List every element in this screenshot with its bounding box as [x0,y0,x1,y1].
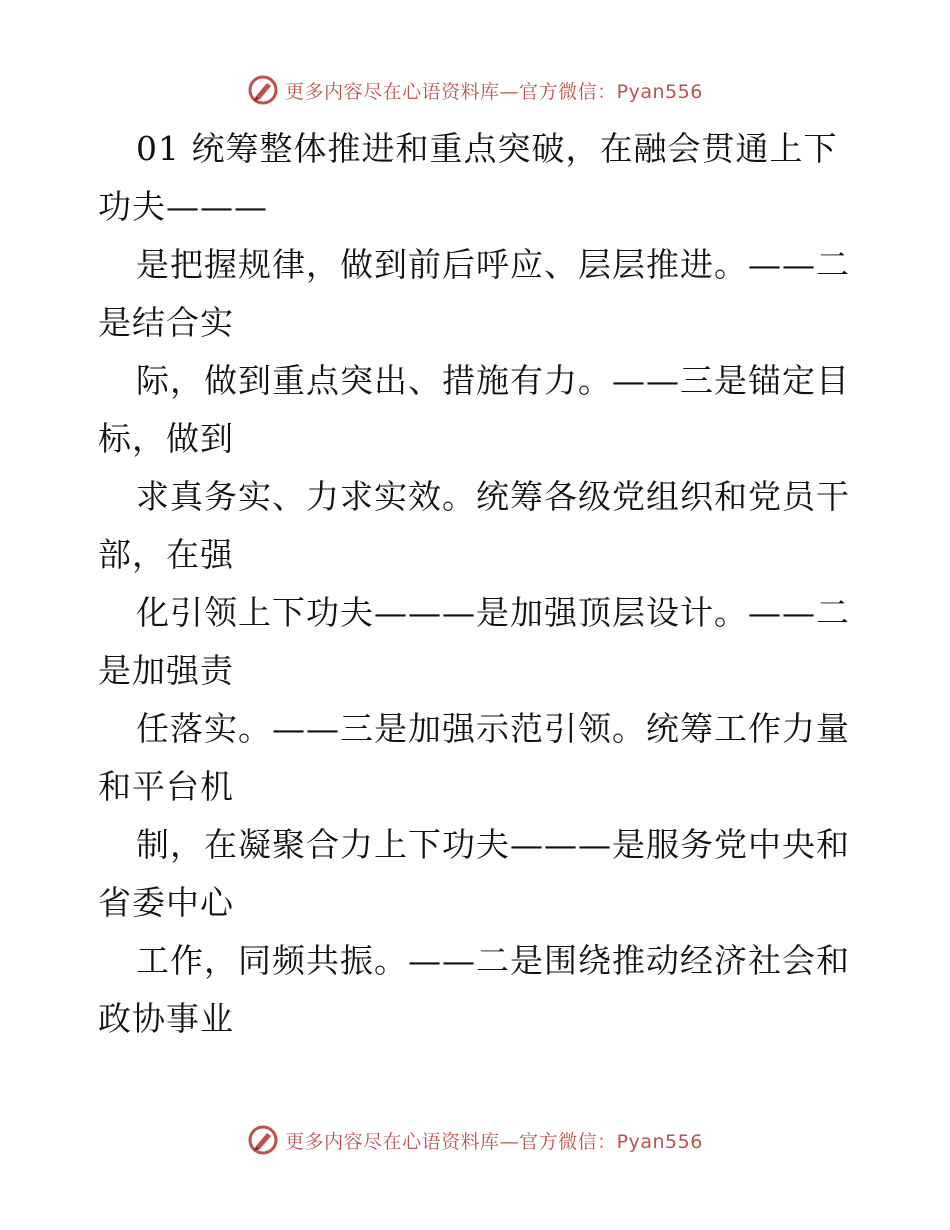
pen-logo-icon [247,74,279,106]
paragraph [98,352,858,468]
paragraph-line-first: 01 统筹整体推进和重点突破，在融会贯通上下 [136,129,838,168]
footer-banner-text: 更多内容尽在心语资料库—官方微信：Pyan556 [285,1130,703,1153]
paragraph-line-rest: 是结合实 [98,303,234,342]
paragraph [98,236,858,352]
paragraph [98,584,858,700]
paragraph [98,468,858,584]
paragraph-line-rest: 省委中心 [98,883,234,922]
pen-logo-icon [247,1124,279,1156]
paragraph-line-rest: 部，在强 [98,535,234,574]
paragraph-line-rest: 标，做到 [98,419,234,458]
header-banner-text: 更多内容尽在心语资料库—官方微信：Pyan556 [285,80,703,103]
paragraph-line-first: 任落实。——三是加强示范引领。统筹工作力量 [136,709,850,748]
paragraph [98,120,858,236]
paragraph-line-first: 化引领上下功夫———是加强顶层设计。——二 [136,593,850,632]
paragraph [98,700,858,816]
paragraph-line-rest: 和平台机 [98,767,234,806]
paragraph-line-first: 际，做到重点突出、措施有力。——三是锚定目 [136,361,850,400]
footer-banner [0,1120,950,1160]
paragraph-line-rest: 功夫——— [98,187,268,226]
document-body [98,120,858,1048]
paragraph-line-first: 求真务实、力求实效。统筹各级党组织和党员干 [136,477,850,516]
paragraph-line-first: 工作，同频共振。——二是围绕推动经济社会和 [136,941,850,980]
paragraph-line-first: 是把握规律，做到前后呼应、层层推进。——二 [136,245,850,284]
paragraph-line-rest: 政协事业 [98,999,234,1038]
header-banner [0,70,950,110]
paragraph [98,932,858,1048]
header-wechat-id: Pyan556 [616,80,703,103]
paragraph-line-rest: 是加强责 [98,651,234,690]
paragraph [98,816,858,932]
paragraph-line-first: 制，在凝聚合力上下功夫———是服务党中央和 [136,825,850,864]
footer-wechat-id: Pyan556 [616,1130,703,1153]
